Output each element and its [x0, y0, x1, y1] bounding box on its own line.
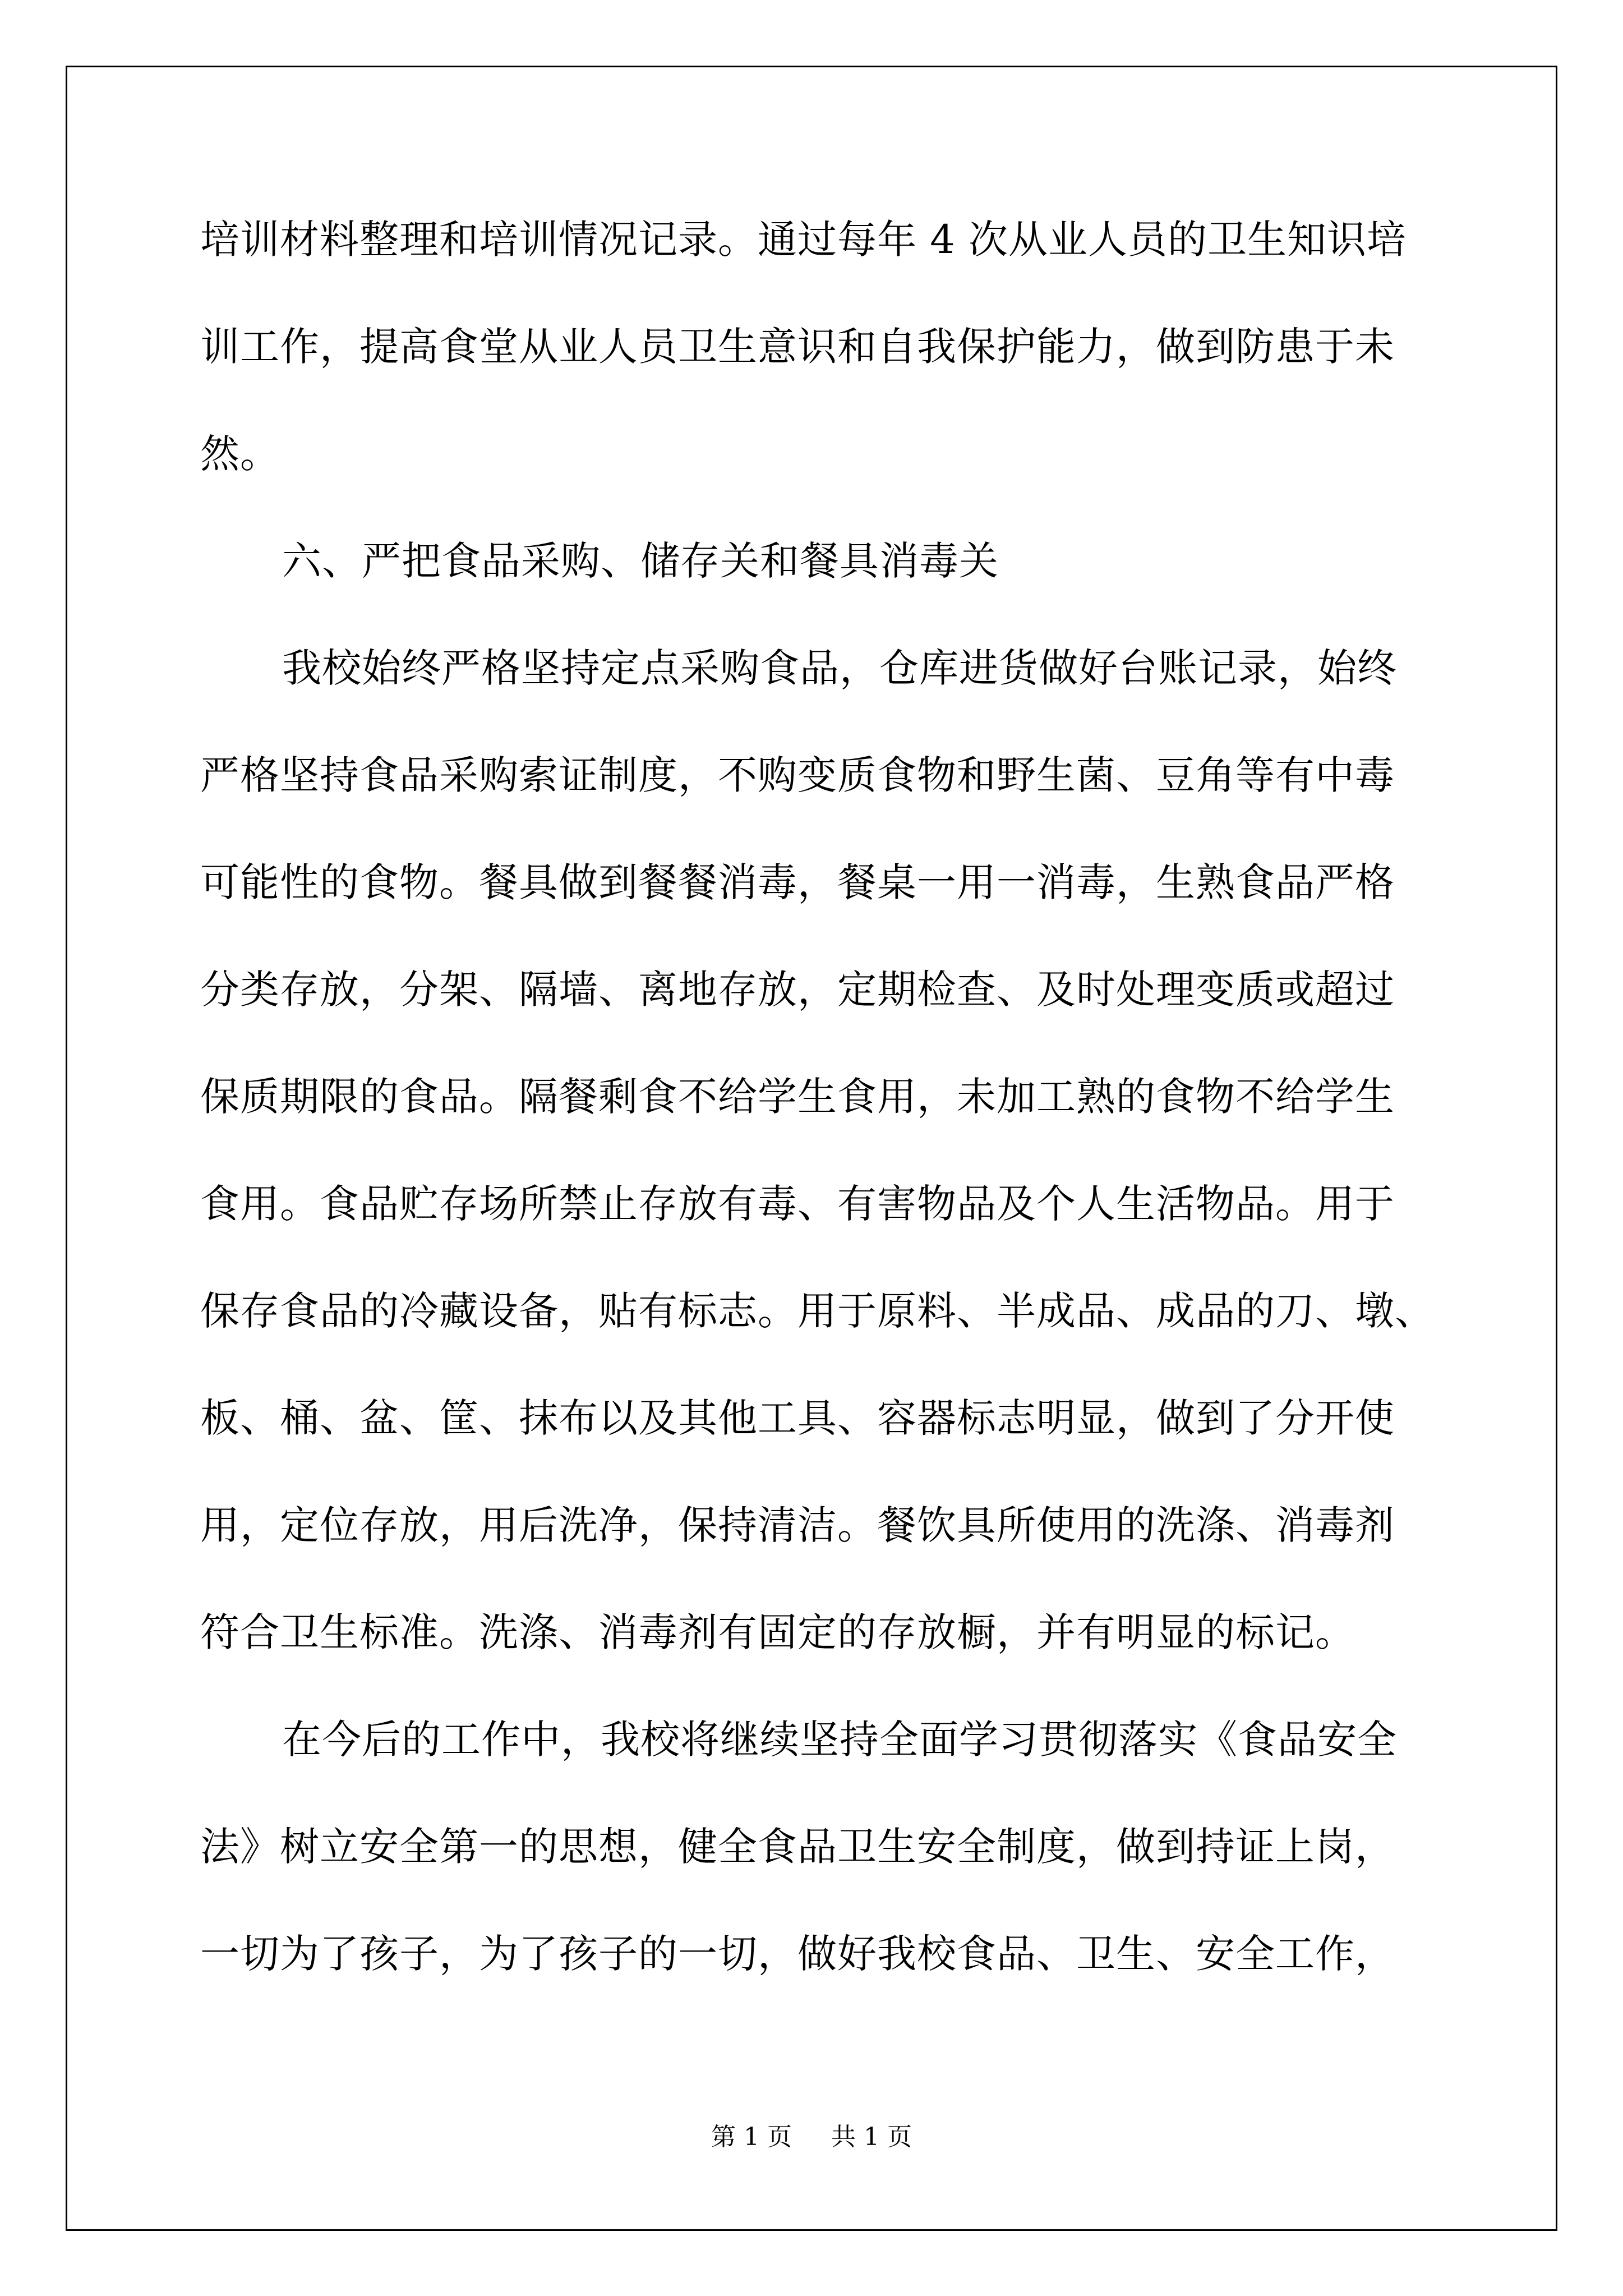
text-line: 食用。食品贮存场所禁止存放有毒、有害物品及个人生活物品。用于 [200, 1181, 1395, 1227]
text-line: 培训材料整理和培训情况记录。通过每年 4 次从业人员的卫生知识培 [200, 217, 1407, 263]
text-line: 可能性的食物。餐具做到餐餐消毒，餐桌一用一消毒，生熟食品严格 [200, 859, 1395, 905]
text-line: 在今后的工作中，我校将继续坚持全面学习贯彻落实《食品安全 [282, 1717, 1397, 1763]
text-line: 保质期限的食品。隔餐剩食不给学生食用，未加工熟的食物不给学生 [200, 1074, 1395, 1120]
page-number: 第 1 页 [711, 2123, 792, 2151]
text-line: 严格坚持食品采购索证制度，不购变质食物和野生菌、豆角等有中毒 [200, 752, 1395, 798]
text-line: 符合卫生标准。洗涤、消毒剂有固定的存放橱，并有明显的标记。 [200, 1609, 1355, 1655]
section-heading: 六、严把食品采购、储存关和餐具消毒关 [282, 538, 999, 584]
text-line: 保存食品的冷藏设备，贴有标志。用于原料、半成品、成品的刀、墩、 [200, 1288, 1435, 1334]
text-line: 用，定位存放，用后洗净，保持清洁。餐饮具所使用的洗涤、消毒剂 [200, 1502, 1395, 1548]
document-body [200, 213, 1434, 2035]
text-line: 板、桶、盆、筐、抹布以及其他工具、容器标志明显，做到了分开使 [200, 1395, 1395, 1441]
text-line: 一切为了孩子，为了孩子的一切，做好我校食品、卫生、安全工作， [200, 1931, 1395, 1977]
text-line: 我校始终严格坚持定点采购食品，仓库进货做好台账记录，始终 [282, 645, 1397, 691]
text-line: 训工作，提高食堂从业人员卫生意识和自我保护能力，做到防患于未 [200, 324, 1395, 370]
text-line: 分类存放，分架、隔墙、离地存放，定期检查、及时处理变质或超过 [200, 967, 1395, 1013]
text-line: 法》树立安全第一的思想，健全食品卫生安全制度，做到持证上岗， [200, 1824, 1395, 1870]
page-footer [0, 2120, 1623, 2154]
page-total: 共 1 页 [831, 2123, 912, 2151]
text-line: 然。 [200, 431, 280, 477]
